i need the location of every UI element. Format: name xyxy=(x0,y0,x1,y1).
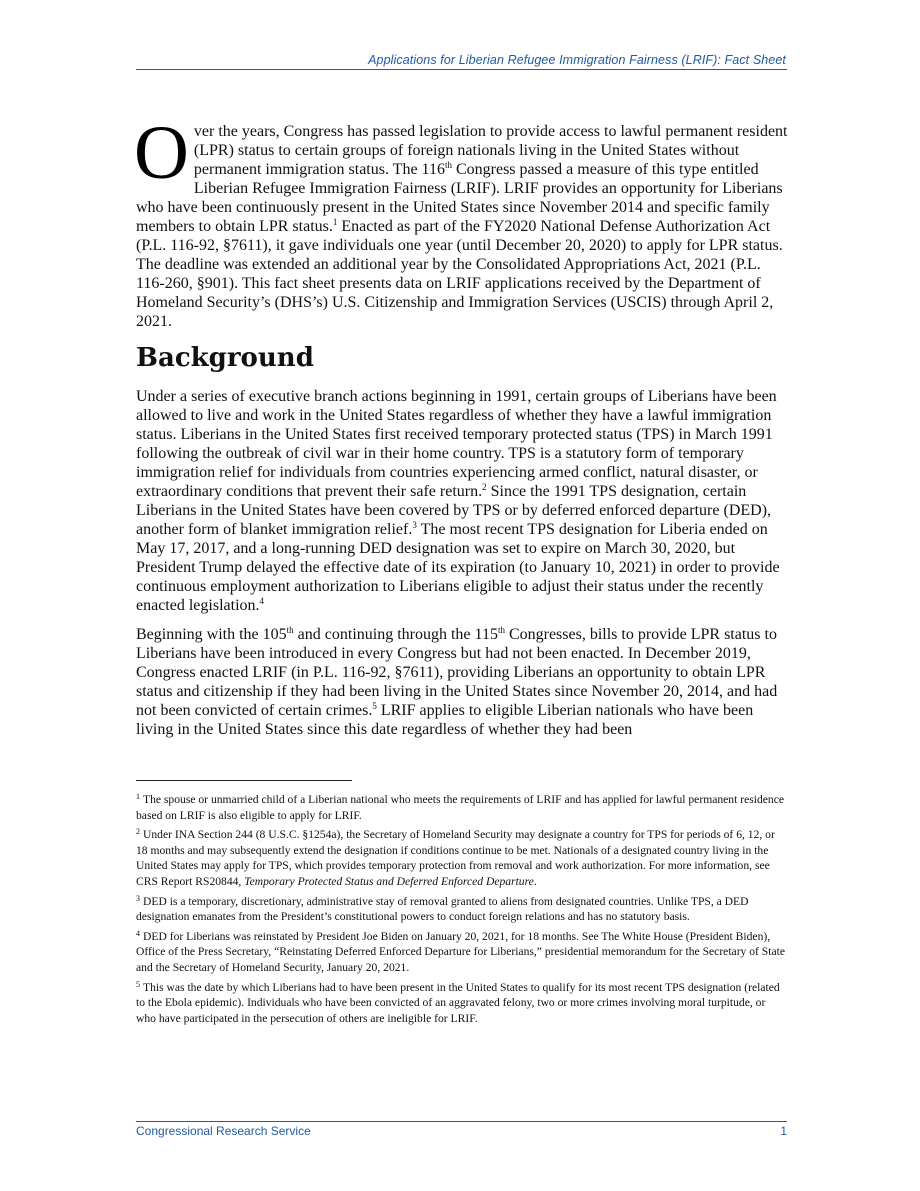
footnote-text: This was the date by which Liberians had to have been present in the United States to qualify for its most recent TPS designation (related to the Ebola epidemic). Individuals who have been convicted of an aggravated felony, two or more crimes involving moral turpitude, or who have participated in the persecution of others are ineligible for LRIF. xyxy=(136,980,780,1025)
background-paragraph-2 xyxy=(136,625,788,739)
bg-p1-text-c: The most recent TPS designation for Liberia ended on May 17, 2017, and a long-running DED designation was set to expire on March 30, 2020, but President Trump delayed the effective date of its expiration (to January 10, 2021) in order to provide continuous employment authorization to Liberians eligible to adjust their status under the recently enacted legislation. xyxy=(136,521,780,614)
report-title: Temporary Protected Status and Deferred Enforced Departure xyxy=(244,874,534,888)
footnote-text: DED is a temporary, discretionary, administrative stay of removal granted to aliens from designated countries. Unlike TPS, a DED designation emanates from the President’s constitutional powers to conduct foreign relations and has no statutory basis. xyxy=(136,894,749,924)
footnote-ref-4[interactable]: 4 xyxy=(259,596,265,606)
footnote-3 xyxy=(136,894,788,925)
intro-text-c: Enacted as part of the FY2020 National Defense Authorization Act (P.L. 116-92, §7611), it gave individuals one year (until December 20, 2020) to apply for LPR status. The deadline was extended an additional year by the Consolidated Appropriations Act, 2021 (P.L. 116-260, §901). This fact sheet presents data on LRIF applications received by the Department of Homeland Security’s (DHS’s) U.S. Citizenship and Immigration Services (USCIS) through April 2, 2021. xyxy=(136,218,783,330)
ordinal-suffix: th xyxy=(497,625,505,635)
header-rule xyxy=(136,69,787,70)
footnote-separator xyxy=(136,780,352,781)
bg-p2-text-b: and continuing through the 115 xyxy=(293,626,498,643)
footnote-text: Under INA Section 244 (8 U.S.C. §1254a), the Secretary of Homeland Security may designate a country for TPS for periods of 6, 12, or 18 months and may subsequently extend the designation if conditions continue to be met. Nationals of a designated country living in the United States may apply for TPS, which provides temporary protection from removal and work authorization. For more information, see CRS Report RS20844, xyxy=(136,828,775,888)
footnote-text: DED for Liberians was reinstated by President Joe Biden on January 20, 2021, for 18 months. See The White House (President Biden), Office of the Press Secretary, “Reinstating Deferred Enforced Departure for Liberians,” presidential memorandum for the Secretary of State and the Secretary of Homeland Security, January 20, 2021. xyxy=(136,929,785,974)
body-text xyxy=(134,111,788,749)
footnote-number: 5 xyxy=(136,979,140,989)
bg-p2-text-d: LRIF applies to eligible Liberian nationals who have been living in the United States since this date regardless of whether they had been xyxy=(136,702,754,738)
footnote-ref-1[interactable]: 1 xyxy=(332,217,338,227)
footnote-number: 2 xyxy=(136,827,140,837)
footnote-number: 1 xyxy=(136,792,140,801)
footnote-5 xyxy=(136,980,788,1027)
bg-p2-text-a: Beginning with the 105 xyxy=(136,626,287,643)
background-paragraph-1 xyxy=(136,387,788,615)
intro-text-b: Congress passed a measure of this type entitled Liberian Refugee Immigration Fairness (LRIF). LRIF provides an opportunity for Liberians who have been continuously present in the United States since November 2014 and specific family members to obtain LPR status. xyxy=(136,161,783,235)
footnote-4 xyxy=(136,929,788,976)
footnotes xyxy=(136,792,788,1030)
bg-p1-text-a: Under a series of executive branch actions beginning in 1991, certain groups of Liberians have been allowed to live and work in the United States regardless of whether they have a lawful immigration status. Liberians in the United States first received temporary protected status (TPS) in March 1991 following the outbreak of civil war in their home country. TPS is a statutory form of temporary immigration relief for individuals from countries experiencing armed conflict, natural disaster, or extraordinary conditions that prevent their safe return. xyxy=(136,388,777,500)
footnote-text-end: . xyxy=(533,874,537,888)
page-number: 1 xyxy=(780,1124,787,1138)
intro-text-a: ver the years, Congress has passed legislation to provide access to lawful permanent resident (LPR) status to certain groups of foreign nationals living in the United States without permanent immigration status. The 116 xyxy=(193,123,788,178)
bg-p1-text-b: Since the 1991 TPS designation, certain Liberians in the United States have been covered by TPS or by deferred enforced departure (DED), another form of blanket immigration relief. xyxy=(136,483,772,538)
intro-paragraph xyxy=(134,111,788,331)
footnote-ref-3[interactable]: 3 xyxy=(412,520,417,530)
ordinal-suffix: th xyxy=(286,625,294,635)
footnote-ref-5[interactable]: 5 xyxy=(372,701,377,711)
section-heading-background: Background xyxy=(136,343,314,373)
footnote-text: The spouse or unmarried child of a Liberian national who meets the requirements of LRIF and has applied for lawful permanent residence based on LRIF is also eligible to apply for LRIF. xyxy=(136,793,784,822)
bg-p2-text-c: Congresses, bills to provide LPR status to Liberians have been introduced in every Congress but had not been enacted. In December 2019, Congress enacted LRIF (in P.L. 116-92, §7611), providing Liberians an opportunity to obtain LPR status and citizenship if they had been living in the United States since November 20, 2014, and had not been convicted of certain crimes. xyxy=(136,626,778,719)
footnote-1 xyxy=(136,792,788,823)
running-header-title: Applications for Liberian Refugee Immigration Fairness (LRIF): Fact Sheet xyxy=(368,53,786,67)
footnote-number: 4 xyxy=(136,928,140,938)
ordinal-suffix: th xyxy=(444,160,452,170)
footnote-ref-2[interactable]: 2 xyxy=(482,482,487,492)
footer-rule xyxy=(136,1121,787,1122)
footnote-2 xyxy=(136,827,788,889)
footnote-number: 3 xyxy=(136,893,140,903)
footer-publisher: Congressional Research Service xyxy=(136,1124,311,1138)
drop-cap: O xyxy=(134,111,189,195)
